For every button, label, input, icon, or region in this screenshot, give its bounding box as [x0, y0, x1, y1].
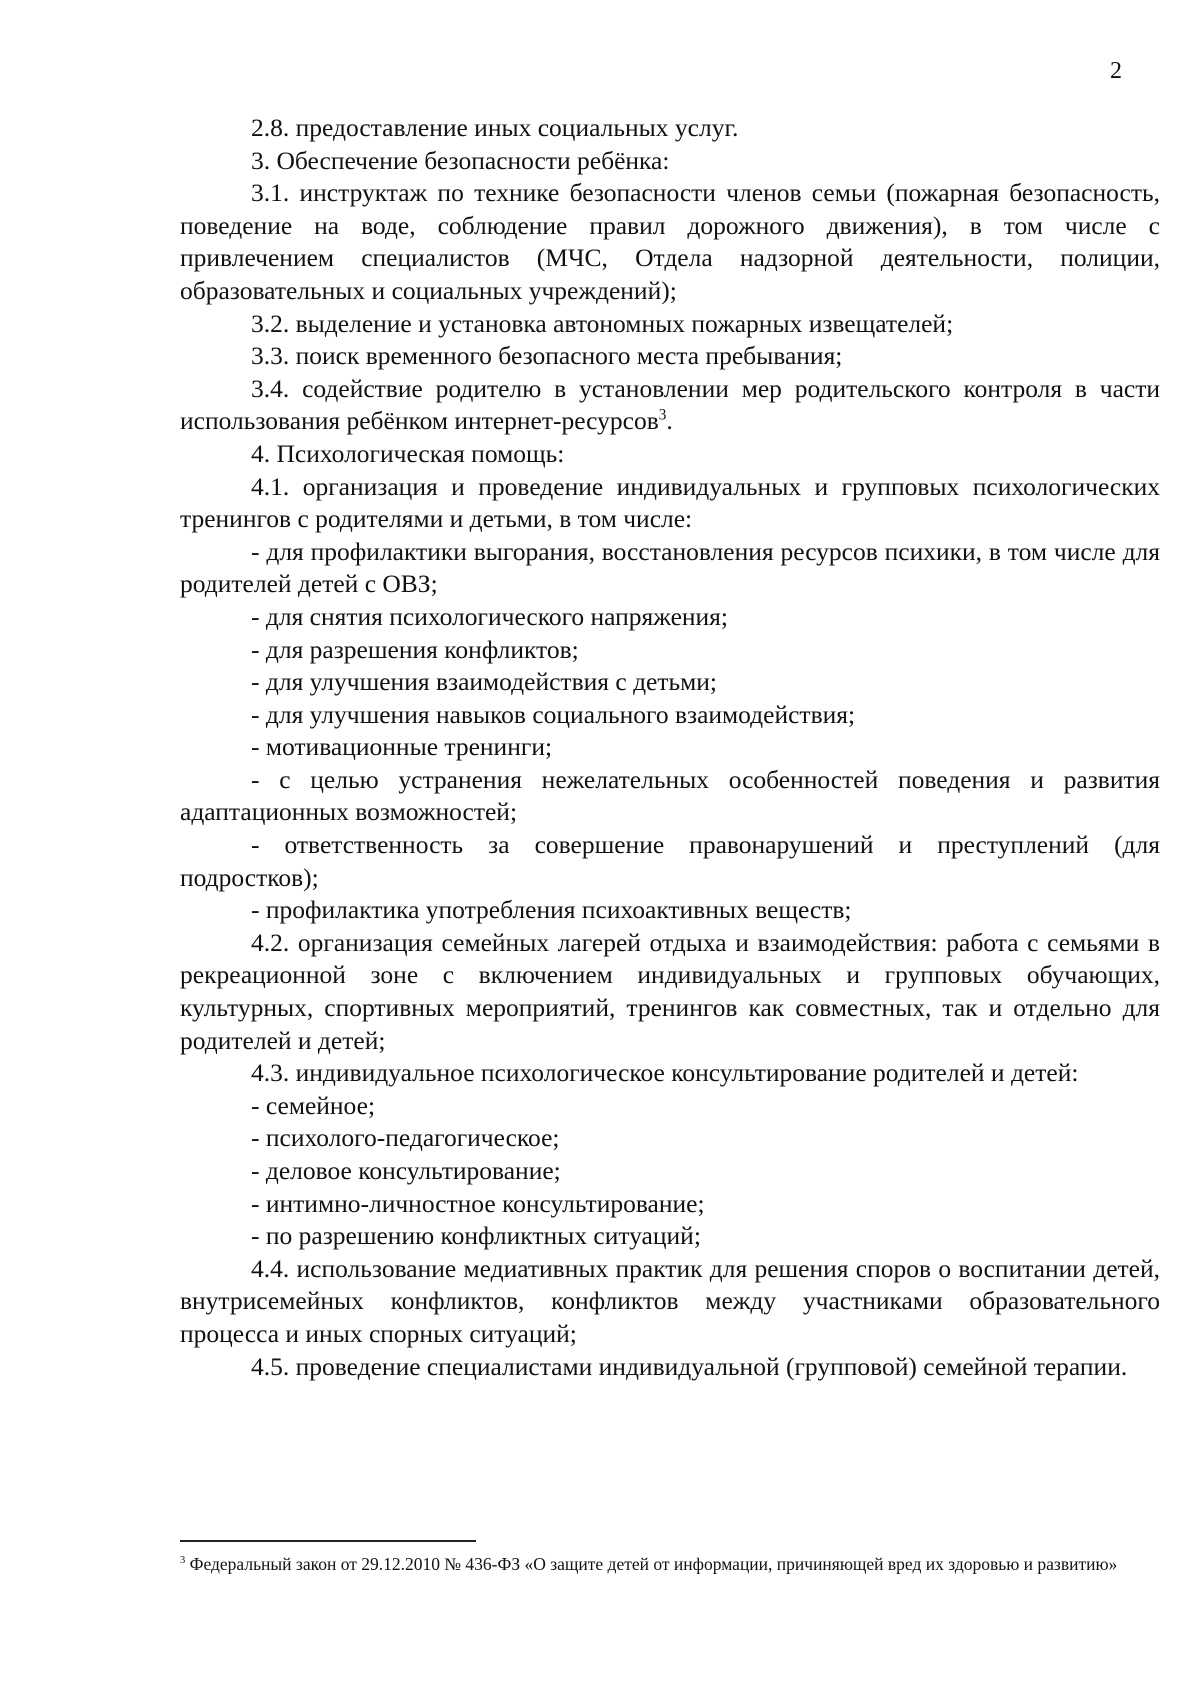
- paragraph-4-3: 4.3. индивидуальное психологическое консультирование родителей и детей:: [251, 1058, 1079, 1088]
- paragraph-4-heading: 4. Психологическая помощь:: [251, 438, 565, 468]
- footnote-marker: 3: [180, 1555, 186, 1567]
- list-item: - ответственность за совершение правонарушений и преступлений (для подростков);: [180, 830, 1160, 892]
- footnote-reference[interactable]: 3: [658, 406, 667, 424]
- paragraph-3-3: 3.3. поиск временного безопасного места пребывания;: [251, 341, 843, 371]
- paragraph-3-1: 3.1. инструктаж по технике безопасности членов семьи (пожарная безопасность, поведение на воде, соблюдение правил дорожного движения), в том числе с привлечением специалистов (МЧС, Отдела надзорной деятельности, полиции, образовательных и социальных учреждений);: [180, 178, 1160, 305]
- list-item: - интимно-личностное консультирование;: [251, 1188, 705, 1218]
- list-item: - для снятия психологического напряжения;: [251, 601, 728, 631]
- paragraph-4-2: 4.2. организация семейных лагерей отдыха и взаимодействия: работа с семьями в рекреационной зоне с включением индивидуальных и групповых обучающих, культурных, спортивных мероприятий, тренингов как совместных, так и отдельно для родителей и детей;: [180, 927, 1160, 1055]
- paragraph-4-5: 4.5. проведение специалистами индивидуальной (групповой) семейной терапии.: [251, 1351, 1128, 1381]
- list-item: - по разрешению конфликтных ситуаций;: [251, 1221, 701, 1251]
- page-number: 2: [1110, 58, 1122, 84]
- list-item: - для улучшения навыков социального взаимодействия;: [251, 699, 856, 729]
- paragraph-4-1: 4.1. организация и проведение индивидуальных и групповых психологических тренингов с родителями и детьми, в том числе:: [180, 471, 1160, 534]
- list-item: - для профилактики выгорания, восстановления ресурсов психики, в том числе для родителей детей с ОВЗ;: [180, 536, 1160, 599]
- list-item: - семейное;: [251, 1090, 376, 1120]
- footnote-divider: [180, 1540, 476, 1542]
- list-item: - для улучшения взаимодействия с детьми;: [251, 667, 717, 697]
- footnote-text: Федеральный закон от 29.12.2010 № 436-ФЗ «О защите детей от информации, причиняющей вред их здоровью и развитию»: [185, 1554, 1118, 1574]
- list-item: - для разрешения конфликтов;: [251, 634, 579, 664]
- list-item: - с целью устранения нежелательных особенностей поведения и развития адаптационных возможностей;: [180, 764, 1160, 827]
- paragraph-3-4-text: 3.4. содействие родителю в установлении мер родительского контроля в части использования ребёнком интернет-ресурсов: [180, 373, 1160, 436]
- list-item: - психолого-педагогическое;: [251, 1123, 560, 1153]
- paragraph-2-8: 2.8. предоставление иных социальных услуг.: [251, 113, 739, 142]
- paragraph-3-heading: 3. Обеспечение безопасности ребёнка:: [251, 145, 670, 175]
- document-body: [180, 112, 1160, 1383]
- list-item: - профилактика употребления психоактивных веществ;: [251, 895, 852, 925]
- paragraph-3-4-tail: .: [666, 406, 673, 436]
- list-item: - мотивационные тренинги;: [251, 732, 553, 762]
- paragraph-3-2: 3.2. выделение и установка автономных пожарных извещателей;: [251, 308, 954, 338]
- paragraph-4-4: 4.4. использование медиативных практик для решения споров о воспитании детей, внутрисемейных конфликтов, конфликтов между участниками образовательного процесса и иных спорных ситуаций;: [180, 1253, 1160, 1348]
- footnote: [180, 1552, 1160, 1576]
- list-item: - деловое консультирование;: [251, 1156, 561, 1185]
- paragraph-3-4: [180, 373, 1160, 438]
